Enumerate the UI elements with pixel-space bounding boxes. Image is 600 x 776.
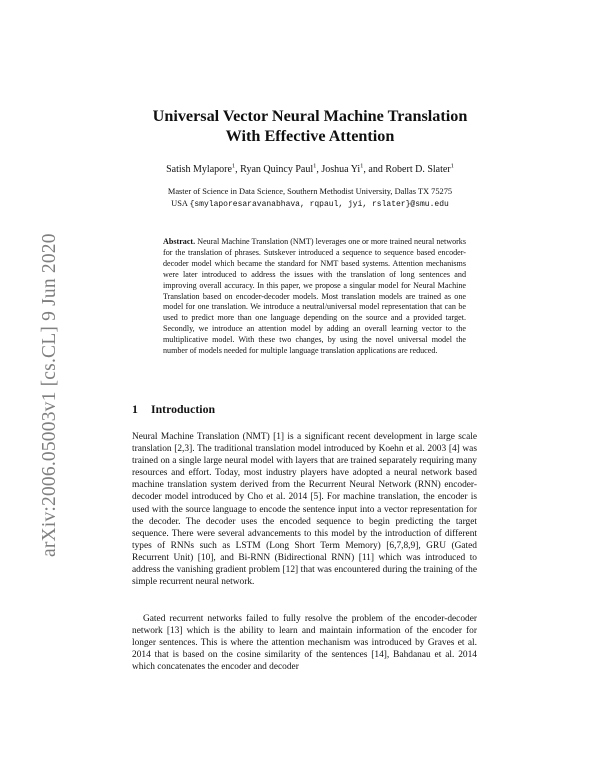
section-title: Introduction: [151, 402, 216, 416]
affiliation-country: USA: [171, 199, 190, 208]
section-number: 1: [132, 402, 138, 416]
author-separator: , and: [363, 164, 386, 175]
abstract-text: Neural Machine Translation (NMT) leverages one or more trained neural networks for the translation of phrases. Sutskever introduced a sequence to sequence based encoder-decoder model which became the standard for NMT based systems. Attention mechanisms were later introduced to address the issues with the translation of long sentences and improving overall accuracy. In this paper, we propose a singular model for Neural Machine Translation based on encoder-decoder models. Most translation models are trained as one model for one translation. We introduce a neutral/universal model representation that can be used to predict more than one language depending on the source and a provided target. Secondly, we introduce an attention model by adding an overall learning vector to the multiplicative model. With these two changes, by using the novel universal model the number of models needed for multiple language translation applications are reduced.: [163, 237, 467, 356]
author-name: Joshua Yi: [321, 164, 361, 175]
section-heading: [132, 402, 215, 417]
author-affiliation-mark: 1: [450, 162, 454, 170]
paragraph-text: Neural Machine Translation (NMT) [1] is a significant recent development in large scale translation [2,3]. The traditional translation model introduced by Koehn et al. 2003 [4] was trained on a single large neural model with layers that are trained separately requiring many resources and effort. Today, most industry players have adopted a neural network based machine translation system derived from the Recurrent Neural Network (RNN) encoder-decoder model introduced by Cho et al. 2014 [5]. For machine translation, the encoder is used with the source language to encode the sentence input into a vector representation for the decoder. The decoder uses the encoded sequence to begin predicting the target sequence. There were several advancements to this model by the introduction of different types of RNNs such as LSTM (Long Short Term Memory) [6,7,8,9], GRU (Gated Recurrent Unit) [10], and Bi-RNN (Bidirectional RNN) [11] which was introduced to address the vanishing gradient problem [12] that was encountered during the training of the simple recurrent neural network.: [132, 432, 477, 588]
author-name: Satish Mylapore: [166, 164, 232, 175]
author-name: Ryan Quincy Paul: [240, 164, 314, 175]
paper-title: [130, 106, 490, 146]
author-separator: ,: [235, 164, 241, 175]
affiliation: [130, 186, 490, 211]
author-list: [130, 164, 490, 175]
author-affiliation-mark: 1: [313, 162, 317, 170]
author-affiliation-mark: 1: [360, 162, 364, 170]
arxiv-sidebar: [0, 0, 60, 776]
author-name: Robert D. Slater: [385, 164, 451, 175]
affiliation-email-line: [130, 198, 490, 211]
abstract: [163, 237, 466, 357]
paragraph-text: Gated recurrent networks failed to fully resolve the problem of the encoder-decoder network [13] which is the ability to learn and maintain information of the encoder for longer sentences. This is where the attention mechanism was introduced by Graves et al. 2014 that is based on the cosine similarity of the sentences [14], Bahdanau et al. 2014 which concatenates the encoder and decoder: [132, 614, 477, 673]
introduction-paragraph-2: [132, 613, 477, 673]
author-emails: {smylaporesaravanabhava, rqpaul, jyi, rslater}@smu.edu: [189, 200, 449, 209]
affiliation-line: Master of Science in Data Science, Southern Methodist University, Dallas TX 75275: [167, 187, 453, 196]
title-line-1: Universal Vector Neural Machine Translation: [152, 107, 468, 125]
author-separator: ,: [316, 164, 322, 175]
abstract-label: Abstract.: [163, 237, 196, 246]
title-line-2: With Effective Attention: [225, 127, 395, 145]
introduction-paragraph-1: [132, 431, 477, 588]
arxiv-identifier[interactable]: arXiv:2006.05003v1 [cs.CL] 9 Jun 2020: [39, 233, 60, 557]
author-affiliation-mark: 1: [231, 162, 236, 170]
